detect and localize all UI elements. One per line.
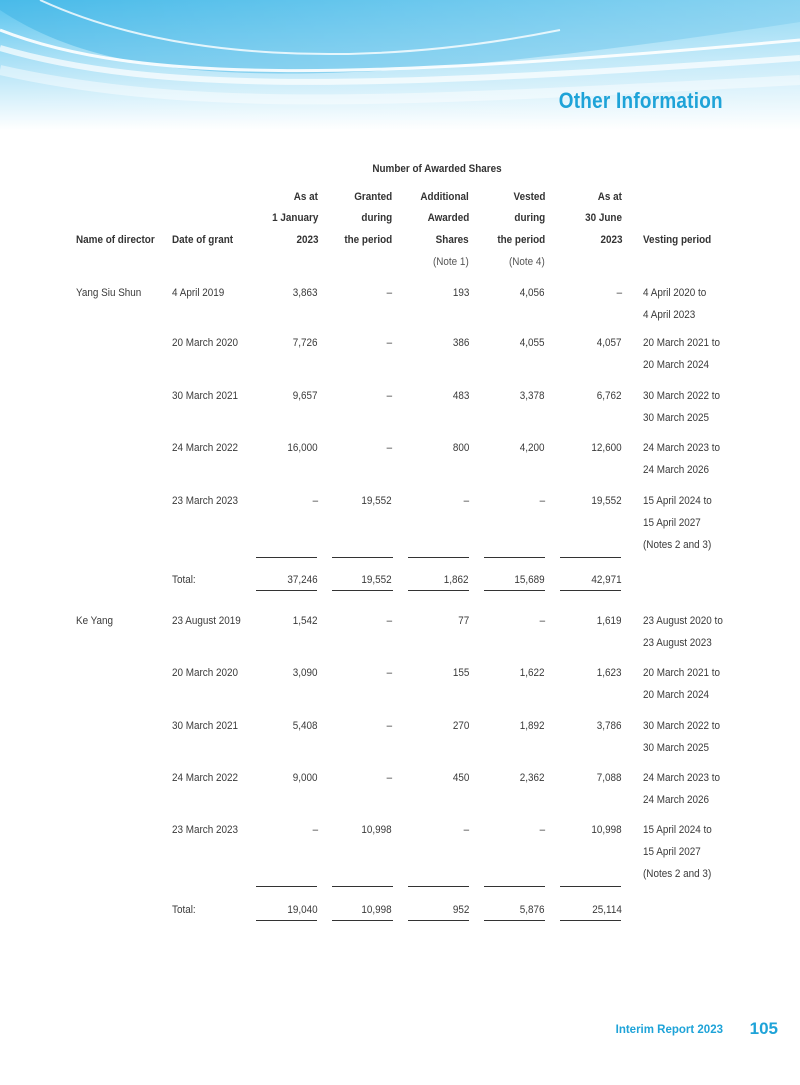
date-of-grant-cell: 24 March 2022 bbox=[172, 442, 239, 454]
total-jan-cell: 37,246 bbox=[287, 574, 318, 586]
shares-vested-cell: – bbox=[539, 824, 545, 836]
vesting-period-cell: 23 August 2023 bbox=[643, 637, 712, 649]
shares-jan-cell: – bbox=[312, 495, 318, 507]
shares-vested-cell: 1,892 bbox=[520, 720, 545, 732]
subtotal-rule-top bbox=[560, 557, 621, 558]
vesting-period-cell: 24 March 2026 bbox=[643, 794, 710, 806]
subtotal-rule-top bbox=[256, 557, 317, 558]
shares-granted-cell: 10,998 bbox=[361, 824, 392, 836]
subtotal-rule-bottom bbox=[256, 590, 317, 591]
director-name: Yang Siu Shun bbox=[76, 287, 142, 299]
shares-granted-cell: – bbox=[386, 287, 392, 299]
shares-jun-cell: 7,088 bbox=[597, 772, 622, 784]
shares-jun-cell: 12,600 bbox=[591, 442, 622, 454]
header-as-at-1-jan-line: As at bbox=[293, 191, 318, 203]
header-granted-line: during bbox=[361, 212, 392, 224]
footer-report-label: Interim Report 2023 bbox=[615, 1024, 723, 1036]
vesting-period-cell: 24 March 2026 bbox=[643, 464, 710, 476]
shares-granted-cell: 19,552 bbox=[361, 495, 392, 507]
vesting-period-cell: 24 March 2023 to bbox=[643, 772, 721, 784]
page-title: Other Information bbox=[558, 88, 723, 113]
shares-additional-cell: 77 bbox=[457, 615, 469, 627]
shares-jan-cell: 3,863 bbox=[293, 287, 318, 299]
shares-additional-cell: – bbox=[463, 824, 469, 836]
vesting-period-cell: 20 March 2021 to bbox=[643, 667, 721, 679]
date-of-grant-cell: 23 March 2023 bbox=[172, 824, 239, 836]
subtotal-rule-top bbox=[408, 886, 469, 887]
header-additional-line: Shares bbox=[435, 234, 469, 246]
shares-additional-cell: 800 bbox=[452, 442, 469, 454]
shares-jan-cell: 16,000 bbox=[287, 442, 318, 454]
header-additional-line: (Note 1) bbox=[433, 256, 469, 268]
subtotal-rule-bottom bbox=[408, 920, 469, 921]
header-as-at-1-jan-line: 2023 bbox=[295, 234, 318, 246]
subtotal-rule-top bbox=[332, 886, 393, 887]
vesting-period-cell: (Notes 2 and 3) bbox=[643, 539, 712, 551]
header-vested-line: (Note 4) bbox=[509, 256, 545, 268]
vesting-period-cell: 23 August 2020 to bbox=[643, 615, 723, 627]
total-additional-cell: 1,862 bbox=[444, 574, 469, 586]
total-additional-cell: 952 bbox=[452, 904, 469, 916]
shares-granted-cell: – bbox=[386, 772, 392, 784]
shares-jun-cell: 19,552 bbox=[591, 495, 622, 507]
subtotal-rule-bottom bbox=[408, 590, 469, 591]
shares-granted-cell: – bbox=[386, 615, 392, 627]
shares-jan-cell: 1,542 bbox=[293, 615, 318, 627]
date-of-grant-cell: 24 March 2022 bbox=[172, 772, 239, 784]
date-of-grant-cell: 20 March 2020 bbox=[172, 337, 239, 349]
header-as-at-30-jun-line: 2023 bbox=[599, 234, 622, 246]
date-of-grant-cell: 30 March 2021 bbox=[172, 390, 239, 402]
shares-vested-cell: – bbox=[539, 495, 545, 507]
total-granted-cell: 19,552 bbox=[361, 574, 392, 586]
header-vested-line: during bbox=[514, 212, 545, 224]
vesting-period-cell: 15 April 2024 to bbox=[643, 495, 712, 507]
header-date-of-grant: Date of grant bbox=[172, 234, 234, 246]
subtotal-rule-bottom bbox=[560, 920, 621, 921]
header-vesting-period: Vesting period bbox=[643, 234, 712, 246]
shares-vested-cell: 3,378 bbox=[520, 390, 545, 402]
vesting-period-cell: 30 March 2025 bbox=[643, 412, 710, 424]
header-additional-line: Awarded bbox=[427, 212, 469, 224]
subtotal-rule-top bbox=[256, 886, 317, 887]
shares-granted-cell: – bbox=[386, 720, 392, 732]
shares-jun-cell: 1,619 bbox=[597, 615, 622, 627]
header-vested-line: the period bbox=[497, 234, 545, 246]
header-additional-line: Additional bbox=[420, 191, 469, 203]
subtotal-rule-top bbox=[408, 557, 469, 558]
shares-vested-cell: 4,200 bbox=[520, 442, 545, 454]
vesting-period-cell: 30 March 2022 to bbox=[643, 720, 721, 732]
shares-jan-cell: 3,090 bbox=[293, 667, 318, 679]
total-jun-cell: 25,114 bbox=[592, 904, 622, 916]
shares-additional-cell: – bbox=[463, 495, 469, 507]
shares-jun-cell: – bbox=[616, 287, 622, 299]
group-header-awarded-shares: Number of Awarded Shares bbox=[372, 163, 502, 175]
date-of-grant-cell: 20 March 2020 bbox=[172, 667, 239, 679]
subtotal-rule-bottom bbox=[560, 590, 621, 591]
shares-additional-cell: 483 bbox=[452, 390, 469, 402]
subtotal-rule-top bbox=[484, 557, 545, 558]
vesting-period-cell: 4 April 2020 to bbox=[643, 287, 707, 299]
shares-jun-cell: 6,762 bbox=[597, 390, 622, 402]
date-of-grant-cell: 23 March 2023 bbox=[172, 495, 239, 507]
shares-vested-cell: – bbox=[539, 615, 545, 627]
date-of-grant-cell: 30 March 2021 bbox=[172, 720, 239, 732]
header-as-at-30-jun-line: 30 June bbox=[585, 212, 622, 224]
header-granted-line: the period bbox=[344, 234, 392, 246]
total-vested-cell: 5,876 bbox=[520, 904, 545, 916]
shares-additional-cell: 450 bbox=[452, 772, 469, 784]
shares-granted-cell: – bbox=[386, 390, 392, 402]
shares-jun-cell: 1,623 bbox=[597, 667, 622, 679]
shares-granted-cell: – bbox=[386, 442, 392, 454]
shares-vested-cell: 4,056 bbox=[520, 287, 545, 299]
footer-page-number: 105 bbox=[749, 1019, 778, 1038]
subtotal-rule-bottom bbox=[332, 590, 393, 591]
subtotal-rule-bottom bbox=[256, 920, 317, 921]
shares-jan-cell: 5,408 bbox=[293, 720, 318, 732]
shares-granted-cell: – bbox=[386, 667, 392, 679]
shares-additional-cell: 155 bbox=[452, 667, 469, 679]
shares-jun-cell: 10,998 bbox=[591, 824, 622, 836]
total-granted-cell: 10,998 bbox=[361, 904, 392, 916]
shares-additional-cell: 193 bbox=[452, 287, 469, 299]
shares-jun-cell: 4,057 bbox=[597, 337, 622, 349]
shares-jun-cell: 3,786 bbox=[597, 720, 622, 732]
shares-granted-cell: – bbox=[386, 337, 392, 349]
vesting-period-cell: 15 April 2027 bbox=[643, 517, 701, 529]
header-granted-line: Granted bbox=[354, 191, 392, 203]
vesting-period-cell: 4 April 2023 bbox=[643, 309, 696, 321]
header-as-at-1-jan-line: 1 January bbox=[271, 212, 318, 224]
director-name: Ke Yang bbox=[76, 615, 114, 627]
vesting-period-cell: 15 April 2024 to bbox=[643, 824, 712, 836]
shares-jan-cell: 7,726 bbox=[293, 337, 318, 349]
subtotal-rule-top bbox=[560, 886, 621, 887]
total-jun-cell: 42,971 bbox=[591, 574, 622, 586]
vesting-period-cell: (Notes 2 and 3) bbox=[643, 868, 712, 880]
shares-jan-cell: – bbox=[312, 824, 318, 836]
shares-jan-cell: 9,000 bbox=[293, 772, 318, 784]
vesting-period-cell: 15 April 2027 bbox=[643, 846, 701, 858]
total-jan-cell: 19,040 bbox=[287, 904, 318, 916]
total-label: Total: bbox=[172, 904, 196, 916]
vesting-period-cell: 24 March 2023 to bbox=[643, 442, 721, 454]
subtotal-rule-bottom bbox=[332, 920, 393, 921]
shares-additional-cell: 270 bbox=[452, 720, 469, 732]
vesting-period-cell: 30 March 2025 bbox=[643, 742, 710, 754]
vesting-period-cell: 20 March 2024 bbox=[643, 359, 710, 371]
subtotal-rule-bottom bbox=[484, 920, 545, 921]
subtotal-rule-bottom bbox=[484, 590, 545, 591]
shares-vested-cell: 1,622 bbox=[520, 667, 545, 679]
vesting-period-cell: 20 March 2021 to bbox=[643, 337, 721, 349]
shares-jan-cell: 9,657 bbox=[293, 390, 318, 402]
date-of-grant-cell: 4 April 2019 bbox=[172, 287, 225, 299]
header-vested-line: Vested bbox=[513, 191, 545, 203]
date-of-grant-cell: 23 August 2019 bbox=[172, 615, 241, 627]
shares-additional-cell: 386 bbox=[452, 337, 469, 349]
subtotal-rule-top bbox=[484, 886, 545, 887]
shares-vested-cell: 2,362 bbox=[520, 772, 545, 784]
vesting-period-cell: 20 March 2024 bbox=[643, 689, 710, 701]
vesting-period-cell: 30 March 2022 to bbox=[643, 390, 721, 402]
header-name-of-director: Name of director bbox=[76, 234, 155, 246]
total-vested-cell: 15,689 bbox=[514, 574, 545, 586]
subtotal-rule-top bbox=[332, 557, 393, 558]
total-label: Total: bbox=[172, 574, 196, 586]
shares-vested-cell: 4,055 bbox=[520, 337, 545, 349]
header-as-at-30-jun-line: As at bbox=[597, 191, 622, 203]
